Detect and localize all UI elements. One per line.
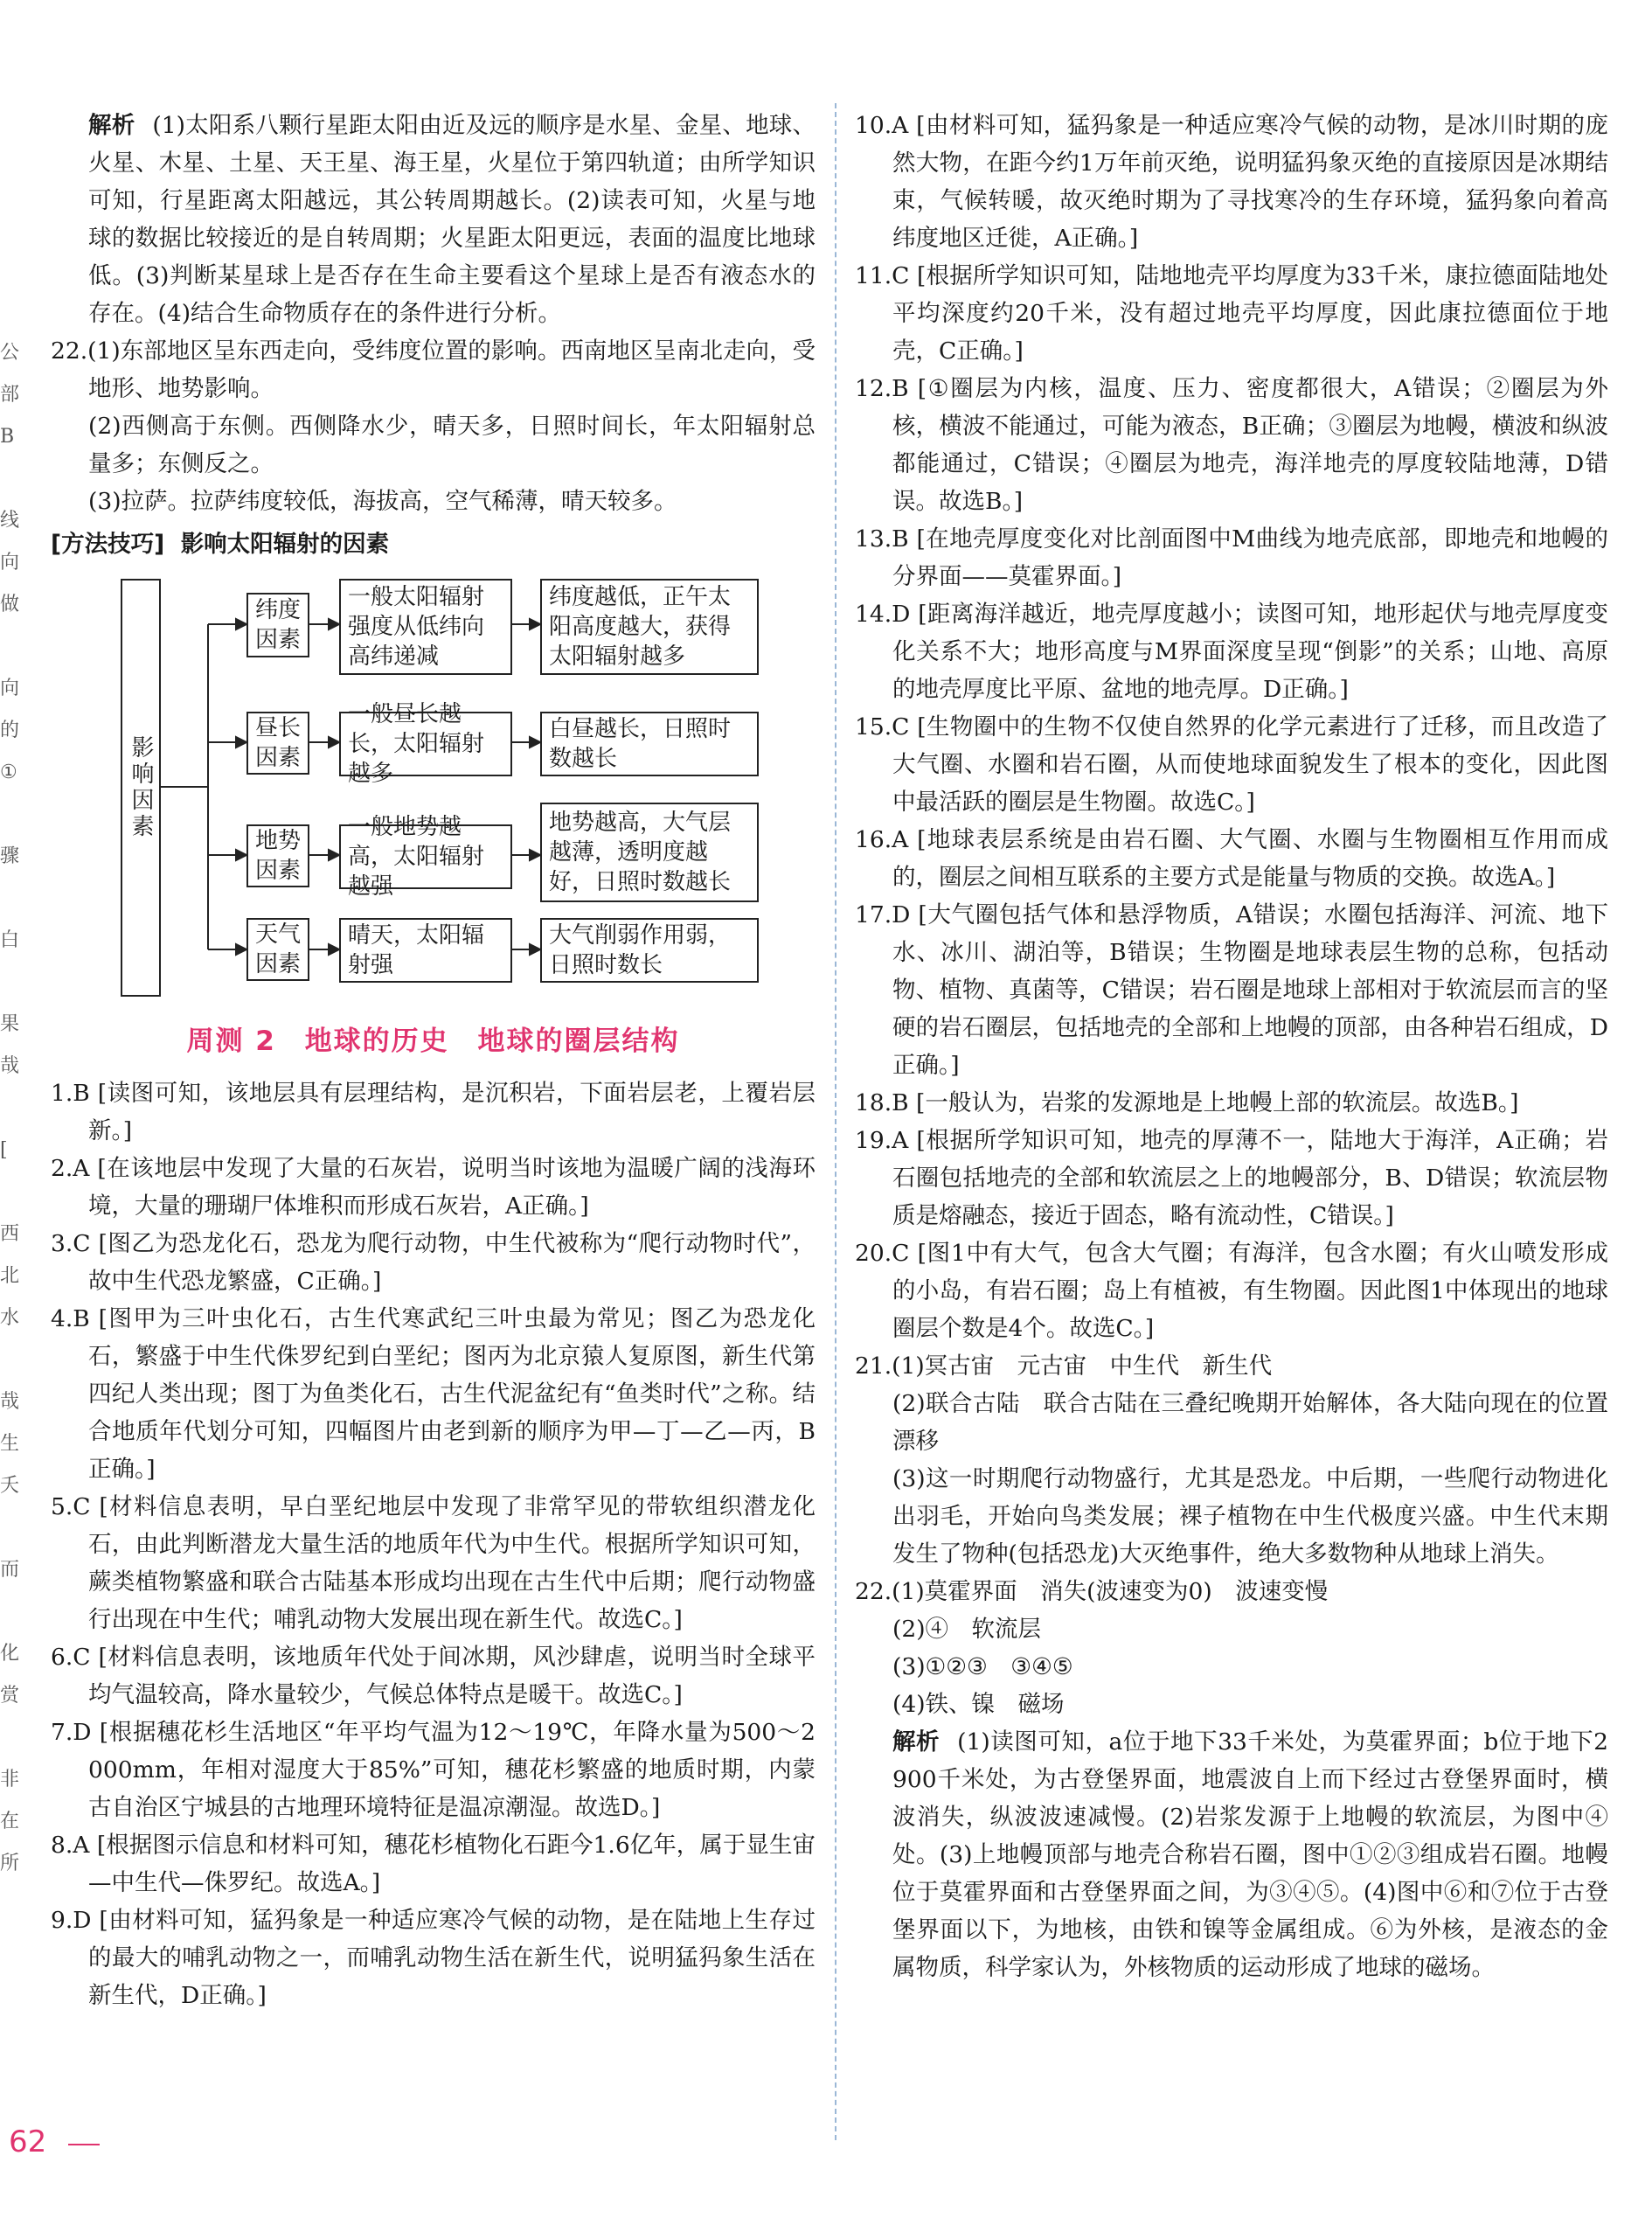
- right-analysis-paragraph: [855, 1723, 1608, 1986]
- method-tip-bracket: [方法技巧]: [51, 531, 165, 558]
- factor-weather: 天气因素: [246, 918, 309, 981]
- answer-19: 19.A [根据所学知识可知，地壳的厚薄不一，陆地大于海洋，A正确；岩石圈包括地壳的全部和软流层之上的地幔部分，B、D错误；软流层物质是熔融态，接近于固态，略有流动性，C错误。]: [855, 1127, 1608, 1229]
- factor-daylength: 昼长因素: [246, 712, 309, 775]
- answer-16: 16.A [地球表层系统是由岩石圈、大气圈、水圈与生物圈相互作用而成的，圈层之间相互联系的主要方式是能量与物质的交换。故选A。]: [855, 826, 1608, 891]
- root-node: 影响因素: [121, 579, 161, 997]
- arrow-icon: [236, 850, 246, 860]
- section-title-part2: 地球的圈层结构: [477, 1026, 680, 1057]
- edge-char: 向: [0, 678, 20, 699]
- answer-8: 8.A [根据图示信息和材料可知，穗花杉植物化石距今1.6亿年，属于显生宙—中生代—侏罗纪。故选A。]: [51, 1832, 816, 1896]
- left-column: [51, 107, 816, 2014]
- arrow-icon: [530, 619, 540, 629]
- result-elevation: 地势越高，大气层越薄，透明度越好，日照时数越长: [540, 803, 759, 902]
- answer-2: 2.A [在该地层中发现了大量的石灰岩，说明当时该地为温暖广阔的浅海环境，大量的珊瑚尸体堆积而形成石灰岩，A正确。]: [51, 1155, 816, 1220]
- mid-daylength: 一般昼长越长，太阳辐射越多: [339, 712, 512, 776]
- right-column: [855, 107, 1608, 1986]
- answer-11: 11.C [根据所学知识可知，陆地地壳平均厚度为33千米，康拉德面陆地处平均深度约20千米，没有超过地壳平均厚度，因此康拉德面位于地壳，C正确。]: [855, 262, 1608, 365]
- left-edge-bleed-text: [0, 332, 20, 2011]
- edge-char: B: [0, 426, 15, 448]
- edge-char: 夭: [0, 1475, 20, 1497]
- analysis-label: 解析: [892, 1728, 941, 1756]
- mid-weather: 晴天，太阳辐射强: [339, 918, 512, 983]
- q21-part1: 21.(1)冥古宙 元古宙 中生代 新生代: [855, 1352, 1273, 1380]
- arrow-icon: [329, 944, 339, 955]
- edge-char: 公: [0, 342, 20, 364]
- edge-char: 所: [0, 1853, 20, 1874]
- page-number: 62: [9, 2124, 47, 2159]
- arrow-icon: [329, 850, 339, 860]
- q22-right-part2: (2)④ 软流层: [892, 1616, 1042, 1643]
- arrow-icon: [329, 737, 339, 747]
- edge-char: 做: [0, 594, 20, 615]
- section-title: [51, 1023, 816, 1060]
- edge-char: 生: [0, 1433, 20, 1455]
- edge-char: 骤: [0, 845, 20, 867]
- answer-14: 14.D [距离海洋越近，地壳厚度越小；读图可知，地形起伏与地壳厚度变化关系不大；地形高度与M界面深度呈现“倒影”的关系；山地、高原的地壳厚度比平原、盆地的地壳厚。D正确。]: [855, 601, 1608, 703]
- arrow-icon: [236, 737, 246, 747]
- section-title-number: 周测 2: [186, 1026, 276, 1057]
- edge-char: 在: [0, 1811, 20, 1832]
- method-tip-heading: [51, 525, 816, 563]
- q22-part1: 22.(1)东部地区呈东西走向，受纬度位置的影响。西南地区呈南北走向，受地形、地势影响。: [51, 337, 816, 402]
- answer-20: 20.C [图1中有大气，包含大气圈；有海洋，包含水圈；有火山喷发形成的小岛，有岩石圈；岛上有植被，有生物圈。因此图1中体现出的地球圈层个数是4个。故选C。]: [855, 1240, 1608, 1342]
- answer-6: 6.C [材料信息表明，该地质年代处于间冰期，风沙肆虐，说明当时全球平均气温较高，降水量较少，气候总体特点是暖干。故选C。]: [51, 1644, 816, 1708]
- answer-17: 17.D [大气圈包括气体和悬浮物质，A错误；水圈包括海洋、河流、地下水、冰川、湖泊等，B错误；生物圈是地球表层生物的总称，包括动物、植物、真菌等，C错误；岩石圈是地球上部相对于软流层而言的坚硬的岩石圈层，包括地壳的全部和上地幔的顶部，由各种岩石组成，D正确。]: [855, 901, 1608, 1079]
- result-latitude: 纬度越低，正午太阳高度越大，获得太阳辐射越多: [540, 579, 759, 675]
- arrow-icon: [236, 944, 246, 955]
- edge-char: [: [0, 1139, 8, 1161]
- edge-char: 白: [0, 929, 20, 951]
- q21-part2: (2)联合古陆 联合古陆在三叠纪晚期开始解体，各大陆向现在的位置漂移: [892, 1390, 1608, 1455]
- solar-radiation-factor-diagram: [51, 572, 816, 1007]
- analysis-text: (1)读图可知，a位于地下33千米处，为莫霍界面；b位于地下2 900千米处，为古登堡界面，地震波自上而下经过古登堡界面时，横波消失，纵波波速减慢。(2)岩浆发源于上地幔的软流层，为图中④处。(3)上地幔顶部与地壳合称岩石圈，图中①②③组成岩石圈。地幔位于莫霍界面和古登堡界面之间，为③④⑤。(4)图中⑥和⑦位于古登堡界面以下，为地核，由铁和镍等金属组成。⑥为外核，是液态的金属物质，科学家认为，外核物质的运动形成了地球的磁场。: [892, 1728, 1608, 1981]
- q22-right-part3: (3)①②③ ③④⑤: [892, 1653, 1073, 1680]
- factor-latitude: 纬度因素: [246, 593, 309, 657]
- edge-char: 而: [0, 1559, 20, 1581]
- analysis-text: (1)太阳系八颗行星距太阳由近及远的顺序是水星、金星、地球、火星、木星、土星、天王星、海王星，火星位于第四轨道；由所学知识可知，行星距离太阳越远，其公转周期越长。(2)读表可知，火星与地球的数据比较接近的是自转周期；火星距太阳更远，表面的温度比地球低。(3)判断某星球上是否存在生命主要看这个星球上是否有液态水的存在。(4)结合生命物质存在的条件进行分析。: [88, 112, 816, 327]
- result-daylength: 白昼越长，日照时数越长: [540, 712, 759, 776]
- q22-right-part4: (4)铁、镍 磁场: [892, 1691, 1065, 1718]
- edge-char: 西: [0, 1223, 20, 1245]
- edge-char: 水: [0, 1307, 20, 1329]
- column-divider: [835, 103, 836, 2140]
- edge-char: 向: [0, 552, 20, 574]
- analysis-paragraph: [51, 107, 816, 332]
- edge-char: 线: [0, 510, 20, 532]
- q21-part3: (3)这一时期爬行动物盛行，尤其是恐龙。中后期，一些爬行动物进化出羽毛，开始向鸟类发展；裸子植物在中生代极度兴盛。中生代末期发生了物种(包括恐龙)大灭绝事件，绝大多数物种从地球上消失。: [892, 1465, 1608, 1568]
- edge-char: 赏: [0, 1685, 20, 1707]
- edge-char: 非: [0, 1769, 20, 1790]
- answer-3: 3.C [图乙为恐龙化石，恐龙为爬行动物，中生代被称为“爬行动物时代”，故中生代恐龙繁盛，C正确。]: [51, 1230, 816, 1295]
- edge-char: 的: [0, 720, 20, 741]
- arrow-icon: [530, 737, 540, 747]
- q22-part3: (3)拉萨。拉萨纬度较低，海拔高，空气稀薄，晴天较多。: [88, 488, 677, 515]
- edge-char: 部: [0, 384, 20, 406]
- factor-elevation: 地势因素: [246, 824, 309, 887]
- answer-1: 1.B [读图可知，该地层具有层理结构，是沉积岩，下面岩层老，上覆岩层新。]: [51, 1080, 816, 1144]
- edge-char: 哉: [0, 1391, 20, 1413]
- answer-5: 5.C [材料信息表明，早白垩纪地层中发现了非常罕见的带软组织潜龙化石，由此判断潜龙大量生活的地质年代为中生代。根据所学知识可知，蕨类植物繁盛和联合古陆基本形成均出现在古生代中后期；爬行动物盛行出现在中生代；哺乳动物大发展出现在新生代。故选C。]: [51, 1493, 816, 1633]
- arrow-icon: [329, 619, 339, 629]
- result-weather: 大气削弱作用弱，日照时数长: [540, 918, 759, 983]
- page-number-rule: [68, 2144, 100, 2145]
- edge-char: 果: [0, 1013, 20, 1035]
- answer-18: 18.B [一般认为，岩浆的发源地是上地幔上部的软流层。故选B。]: [855, 1089, 1519, 1116]
- answer-4: 4.B [图甲为三叶虫化石，古生代寒武纪三叶虫最为常见；图乙为恐龙化石，繁盛于中生代侏罗纪到白垩纪；图丙为北京猿人复原图，新生代第四纪人类出现；图丁为鱼类化石，古生代泥盆纪有“鱼类时代”之称。结合地质年代划分可知，四幅图片由老到新的顺序为甲—丁—乙—丙，B正确。]: [51, 1305, 816, 1483]
- arrow-icon: [530, 944, 540, 955]
- mid-latitude: 一般太阳辐射强度从低纬向高纬递减: [339, 579, 512, 675]
- section-title-part1: 地球的历史: [304, 1026, 449, 1057]
- answer-15: 15.C [生物圈中的生物不仅使自然界的化学元素进行了迁移，而且改造了大气圈、水圈和岩石圈，从而使地球面貌发生了根本的变化，因此图中最活跃的圈层是生物圈。故选C。]: [855, 713, 1608, 816]
- answer-10: 10.A [由材料可知，猛犸象是一种适应寒冷气候的动物，是冰川时期的庞然大物，在距今约1万年前灭绝，说明猛犸象灭绝的直接原因是冰期结束，气候转暖，故灭绝时期为了寻找寒冷的生存环境，猛犸象向着高纬度地区迁徙，A正确。]: [855, 112, 1608, 252]
- method-tip-title: 影响太阳辐射的因素: [180, 531, 390, 558]
- arrow-icon: [530, 850, 540, 860]
- answer-12: 12.B [①圈层为内核，温度、压力、密度都很大，A错误；②圈层为外核，横波不能通过，可能为液态，B正确；③圈层为地幔，横波和纵波都能通过，C错误；④圈层为地壳，海洋地壳的厚度较陆地薄，D错误。故选B。]: [855, 375, 1608, 515]
- edge-char: 哉: [0, 1055, 20, 1077]
- edge-char: 北: [0, 1265, 20, 1287]
- answer-9: 9.D [由材料可知，猛犸象是一种适应寒冷气候的动物，是在陆地上生存过的最大的哺乳动物之一，而哺乳动物生活在新生代，说明猛犸象生活在新生代，D正确。]: [51, 1907, 816, 2009]
- analysis-label: 解析: [88, 112, 135, 139]
- answer-13: 13.B [在地壳厚度变化对比剖面图中M曲线为地壳底部，即地壳和地幔的分界面——莫霍界面。]: [855, 525, 1608, 590]
- edge-char: 化: [0, 1643, 20, 1665]
- edge-char: ①: [0, 761, 17, 783]
- answer-7: 7.D [根据穗花杉生活地区“年平均气温为12～19℃，年降水量为500～2 000mm，年相对湿度大于85%”可知，穗花杉繁盛的地质时期，内蒙古自治区宁城县的古地理环境特征是温凉潮湿。故选D。]: [51, 1719, 816, 1821]
- q22-part2: (2)西侧高于东侧。西侧降水少，晴天多，日照时间长，年太阳辐射总量多；东侧反之。: [88, 413, 816, 477]
- arrow-icon: [236, 619, 246, 629]
- q22-right-part1: 22.(1)莫霍界面 消失(波速变为0) 波速变慢: [855, 1578, 1329, 1605]
- mid-elevation: 一般地势越高，太阳辐射越强: [339, 824, 512, 889]
